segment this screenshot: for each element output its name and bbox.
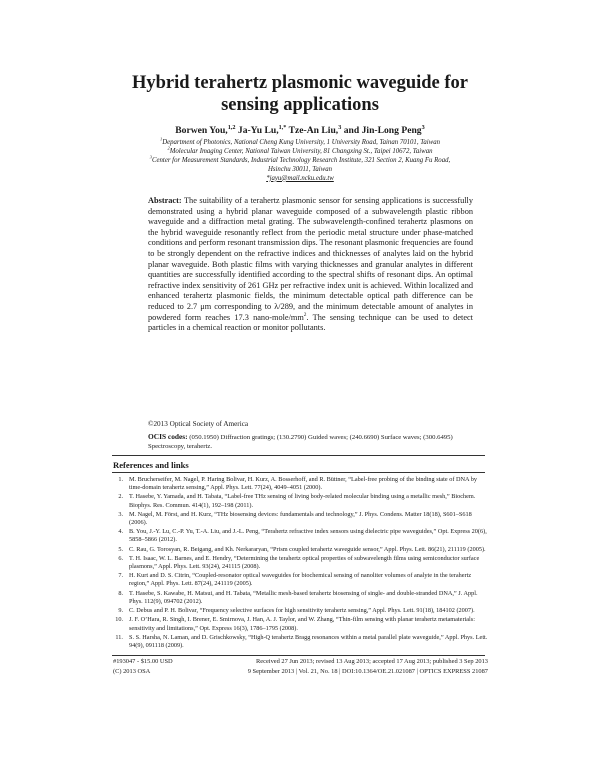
reference-text: J. F. O’Hara, R. Singh, I. Brener, E. Smirnova, J. Han, A. J. Taylor, and W. Zhang, “Thin-film sensing with planar terahertz metamaterials: sensitivity and limitations,” Opt. Express 16(3), 1786–1795 (2008). — [129, 616, 475, 632]
abstract-sup: 2 — [303, 311, 307, 318]
affiliation-3-cont — [100, 166, 500, 175]
author-list — [60, 124, 540, 137]
references-top-rule — [112, 455, 485, 456]
affiliation-2 — [100, 145, 500, 157]
author-2: Ja-Yu Lu, — [237, 125, 279, 136]
reference-text: H. Kurt and D. S. Citrin, “Coupled-resonator optical waveguides for biochemical sensing of nanoliter volumes of analyte in the terahertz region,” Appl. Phys. Lett. 87(24), 241119 (2005). — [129, 572, 472, 588]
corresponding-email-link[interactable]: *jayu@mail.ncku.edu.tw — [266, 174, 334, 182]
affiliation-1-text: Department of Photonics, National Cheng Kung University, 1 University Road, Tainan 70101, Taiwan — [162, 139, 440, 146]
reference-text: M. Brucherseifer, M. Nagel, P. Haring Bolivar, H. Kurz, A. Bosserhoff, and R. Büttner, “Label-free probing of the binding state of DNA by time-domain terahertz sensing,” Appl. Phys. Lett. 77(24), 4049–4051 (2000). — [129, 476, 478, 492]
footer-dates: Received 27 Jun 2013; revised 13 Aug 2013; accepted 17 Aug 2013; published 3 Sep 2013 — [256, 658, 488, 665]
reference-number: 11. — [115, 633, 123, 641]
author-1-sup: 1,2 — [227, 123, 236, 131]
reference-text: C. Debus and P. H. Bolivar, “Frequency selective surfaces for high sensitivity terahertz sensing,” Appl. Phys. Lett. 91(18), 184102 (2007). — [129, 607, 475, 615]
reference-item — [113, 528, 488, 544]
author-3: Tze-An Liu, — [288, 125, 339, 136]
reference-number: 6. — [118, 554, 123, 562]
ocis-codes — [148, 433, 473, 452]
reference-number: 10. — [115, 616, 123, 624]
reference-item — [113, 616, 488, 632]
reference-item — [113, 546, 488, 554]
reference-number: 3. — [118, 510, 123, 518]
reference-list — [113, 476, 488, 651]
affiliations — [100, 136, 500, 184]
reference-item — [113, 476, 488, 492]
paper-title — [60, 72, 540, 116]
reference-text: T. Hasebe, Y. Yamada, and H. Tabata, “Label-free THz sensing of living body-related molecular binding using a metallic mesh,” Biochem. Biophys. Res. Commun. 414(1), 192–198 (2011). — [129, 493, 476, 509]
ocis-label: OCIS codes: — [148, 432, 188, 441]
reference-number: 8. — [118, 589, 123, 597]
affiliation-3 — [100, 154, 500, 166]
references-heading-rule — [112, 472, 485, 473]
title-line-1: Hybrid terahertz plasmonic waveguide for — [131, 73, 469, 93]
abstract-text-1: The suitability of a terahertz plasmonic sensor for sensing applications is successfully demonstrated using a hybrid planar waveguide composed of a subwavelength plastic ribbon waveguide and a diffraction metal grating. The subwavelength-confined terahertz plasmons on the hybrid waveguide resonantly reflect from the periodic metal structure under phase-matched conditions and perform resonant transmission dips. The resonant plasmonic frequencies are found to be strongly dependent on the refractive indices and thicknesses of analytes laid on the hybrid planar waveguide. Both plastic films with varying thicknesses and granular analytes in different quantities are successfully identified according to the spectral shifts of resonant dips. An optimal refractive index sensitivity of 261 GHz per refractive index unit is achieved. Within localized and enhanced terahertz plasmonic fields, the minimum detectable optical path difference can be reduced to 2.7 μm corresponding to λ/289, and the minimum detectable amount of analytes in powdered form reaches 17.3 nano-mole/mm — [148, 196, 473, 322]
affiliation-1-sup: 1 — [160, 136, 163, 142]
reference-item — [113, 511, 488, 527]
reference-item — [113, 493, 488, 509]
reference-text: C. Rau, G. Torosyan, R. Beigang, and Kh. Nerkararyan, “Prism coupled terahertz waveguide sensor,” Appl. Phys. Lett. 86(21), 211119 (2005). — [129, 545, 486, 553]
author-4: Jin-Long Peng — [361, 125, 422, 136]
footer-copyright: (C) 2013 OSA — [113, 668, 151, 675]
abstract-text-2: . The sensing technique can be used to detect particles in a chemical reaction or monitor pollutants. — [148, 312, 473, 333]
reference-item — [113, 634, 488, 650]
title-line-2: sensing applications — [221, 95, 379, 115]
reference-text: B. You, J.-Y. Lu, C.-P. Yu, T.-A. Liu, and J.-L. Peng, “Terahertz refractive index sensors using dielectric pipe waveguides,” Opt. Express 20(6), 5858–5866 (2012). — [129, 528, 487, 544]
reference-number: 7. — [118, 572, 123, 580]
reference-item — [113, 590, 488, 606]
copyright-notice: ©2013 Optical Society of America — [148, 420, 249, 428]
author-3-sup: 3 — [338, 123, 342, 131]
author-4-sup: 3 — [421, 123, 425, 131]
author-2-sup: 1,* — [278, 123, 287, 131]
reference-text: T. Hasebe, S. Kawabe, H. Matsui, and H. Tabata, “Metallic mesh-based terahertz biosensing of single- and double-stranded DNA,” J. Appl. Phys. 112(9), 094702 (2012). — [129, 589, 478, 605]
reference-number: 5. — [118, 545, 123, 553]
affiliation-3-cont-text: Hsinchu 30011, Taiwan — [267, 165, 332, 173]
affiliation-3-sup: 3 — [149, 154, 152, 160]
author-and: and — [343, 125, 360, 136]
reference-item — [113, 572, 488, 588]
references-heading: References and links — [113, 460, 189, 470]
footer-rule — [112, 655, 485, 656]
footer-price: #193047 - $15.00 USD — [113, 658, 173, 665]
footer-journal-info: 9 September 2013 | Vol. 21, No. 18 | DOI:10.1364/OE.21.021087 | OPTICS EXPRESS 21087 — [247, 668, 488, 675]
reference-number: 4. — [118, 528, 123, 536]
reference-number: 1. — [118, 476, 123, 483]
reference-item — [113, 607, 488, 615]
affiliation-1 — [100, 136, 500, 148]
reference-item — [113, 555, 488, 571]
affiliation-2-text: Molecular Imaging Center, National Taiwan University, 81 Changxing St., Taipei 10672, Taiwan — [169, 147, 433, 155]
ocis-text: (050.1950) Diffraction gratings; (130.2790) Guided waves; (240.6690) Surface waves; (300.6495) Spectroscopy, terahertz. — [148, 434, 453, 450]
abstract — [148, 196, 473, 334]
abstract-label: Abstract: — [148, 196, 182, 205]
affiliation-2-sup: 2 — [167, 145, 170, 151]
reference-number: 9. — [118, 607, 123, 615]
reference-text: S. S. Harsha, N. Laman, and D. Grischkowsky, “High-Q terahertz Bragg resonances within a metal parallel plate waveguide,” Appl. Phys. Lett. 94(9), 091118 (2009). — [129, 633, 488, 649]
affiliation-3-text: Center for Measurement Standards, Industrial Technology Research Institute, 321 Section 2, Kuang Fu Road, — [151, 156, 451, 164]
author-1: Borwen You, — [175, 125, 228, 136]
reference-text: T. H. Isaac, W. L. Barnes, and E. Hendry, “Determining the terahertz optical properties of subwavelength films using semiconductor surface plasmons,” Appl. Phys. Lett. 93(24), 241115 (2008). — [129, 554, 480, 571]
reference-number: 2. — [118, 493, 123, 501]
reference-text: M. Nagel, M. Först, and H. Kurz, “THz biosensing devices: fundamentals and technology,” J. Phys. Condens. Matter 18(18), S601–S618 (2006). — [129, 510, 472, 526]
